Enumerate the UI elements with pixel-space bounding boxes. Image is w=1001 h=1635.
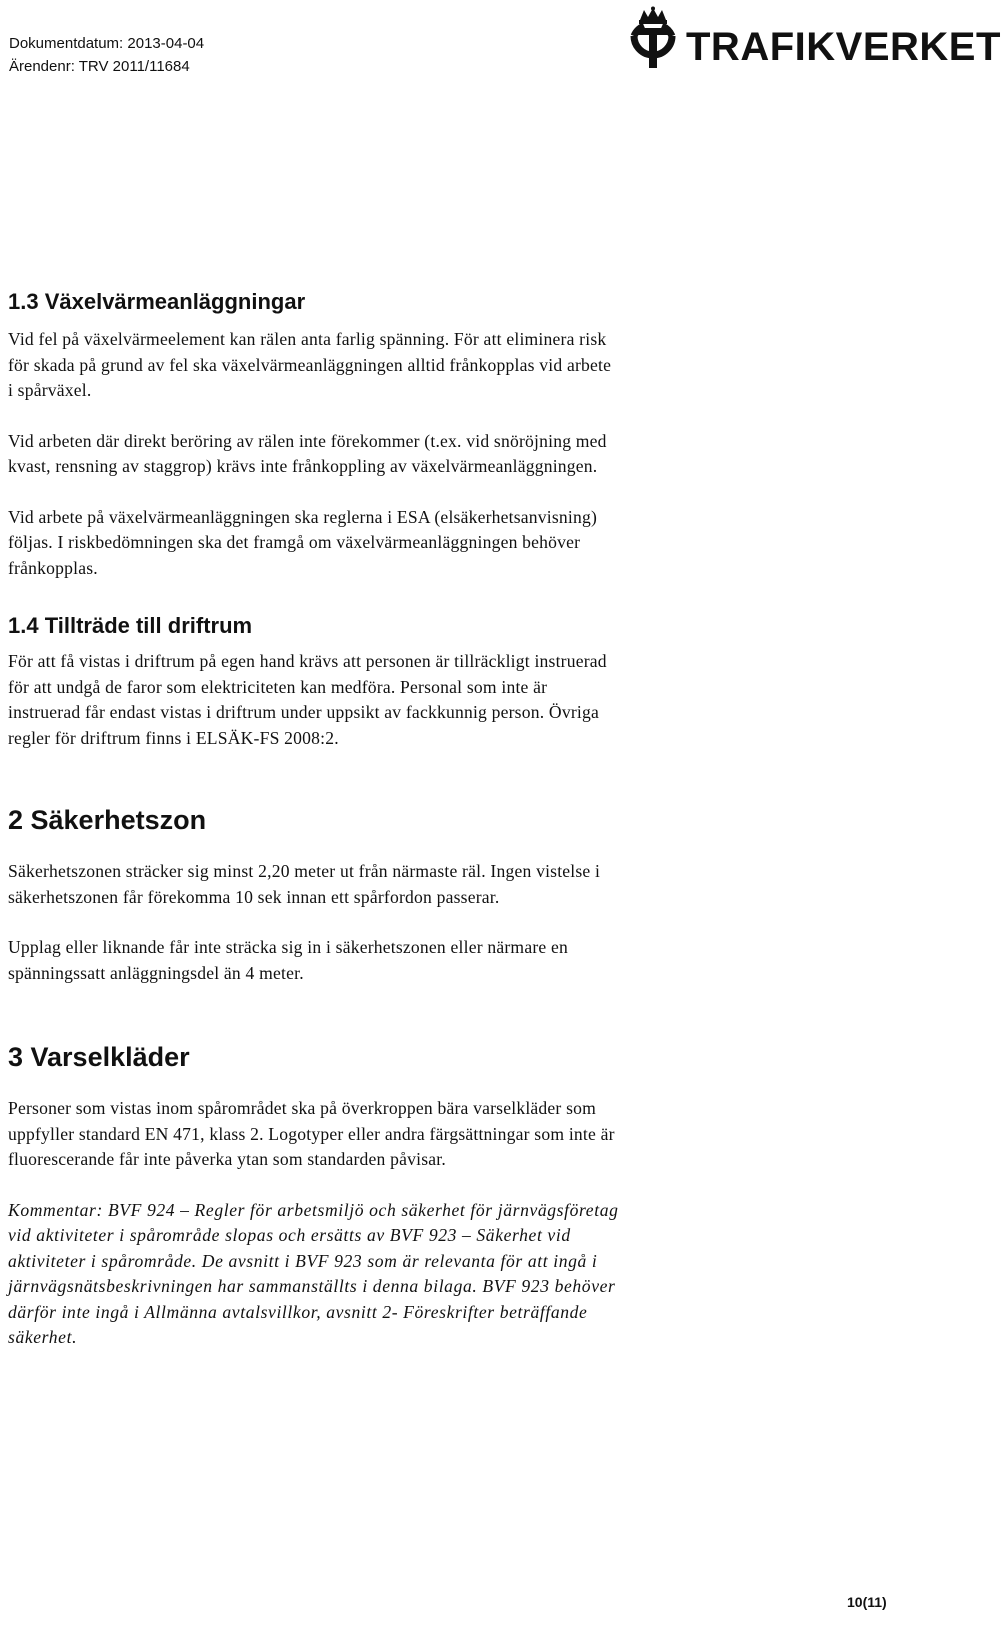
case-number: Ärendenr: TRV 2011/11684 (9, 58, 190, 75)
paragraph: Upplag eller liknande får inte sträcka sig in i säkerhetszonen eller närmare en spänningssatt anläggningsdel än 4 meter. (8, 937, 568, 983)
paragraph: Personer som vistas inom spårområdet ska på överkroppen bära varselkläder som uppfyller standard EN 471, klass 2. Logotyper eller andra färgsättningar som inte är fluorescerande får inte påverka ytan som standarden påvisar. (8, 1098, 615, 1169)
section-1-3 (8, 288, 953, 581)
document-date: Dokumentdatum: 2013-04-04 (9, 35, 205, 52)
section-1-4 (8, 612, 953, 751)
paragraph: Vid arbeten där direkt beröring av rälen inte förekommer (t.ex. vid snöröjning med kvast, rensning av staggrop) krävs inte frånkoppling av växelvärmeanläggningen. (8, 430, 607, 476)
logo-wordmark: TRAFIKVERKET (686, 25, 1001, 69)
section-heading: 1.4 Tillträde till driftrum (8, 613, 253, 638)
trafikverket-logo (624, 6, 1001, 74)
paragraph: Vid arbete på växelvärmeanläggningen ska reglerna i ESA (elsäkerhetsanvisning) följas. I riskbedömningen ska det framgå om växelvärmeanläggningen behöver frånkopplas. (8, 506, 598, 578)
section-2 (8, 803, 953, 986)
section-heading: 2 Säkerhetszon (8, 805, 207, 835)
crowned-t-emblem-icon (624, 6, 682, 74)
paragraph: Vid fel på växelvärmeelement kan rälen anta farlig spänning. För att eliminera risk för skada på grund av fel ska växelvärmeanläggningen alltid frånkopplas vid arbete i spårväxel. (8, 329, 612, 400)
section-heading: 1.3 Växelvärmeanläggningar (8, 289, 306, 314)
document-header (9, 32, 204, 78)
section-3 (8, 1040, 953, 1351)
paragraph: Säkerhetszonen sträcker sig minst 2,20 meter ut från närmaste räl. Ingen vistelse i säkerhetszonen får förekomma 10 sek innan ett spårfordon passerar. (8, 861, 601, 907)
comment-paragraph: Kommentar: BVF 924 – Regler för arbetsmiljö och säkerhet för järnvägsföretag vid aktiviteter i spårområde slopas och ersätts av BVF 923 – Säkerhet vid aktiviteter i spårområde. De avsnitt i BVF 923 som är relevanta för att ingå i järnvägsnätsbeskrivningen har sammanställts i denna bilaga. BVF 923 behöver därför inte ingå i Allmänna avtalsvillkor, avsnitt 2- Föreskrifter beträffande säkerhet. (8, 1199, 619, 1347)
paragraph: För att få vistas i driftrum på egen hand krävs att personen är tillräckligt instruerad för att undgå de faror som elektriciteten kan medföra. Personal som inte är instruerad får endast vistas i driftrum under uppsikt av fackkunnig person. Övriga regler för driftrum finns i ELSÄK-FS 2008:2. (8, 651, 607, 748)
document-body (8, 288, 953, 1351)
page-number: 10(11) (847, 1594, 887, 1610)
section-heading: 3 Varselkläder (8, 1042, 190, 1072)
